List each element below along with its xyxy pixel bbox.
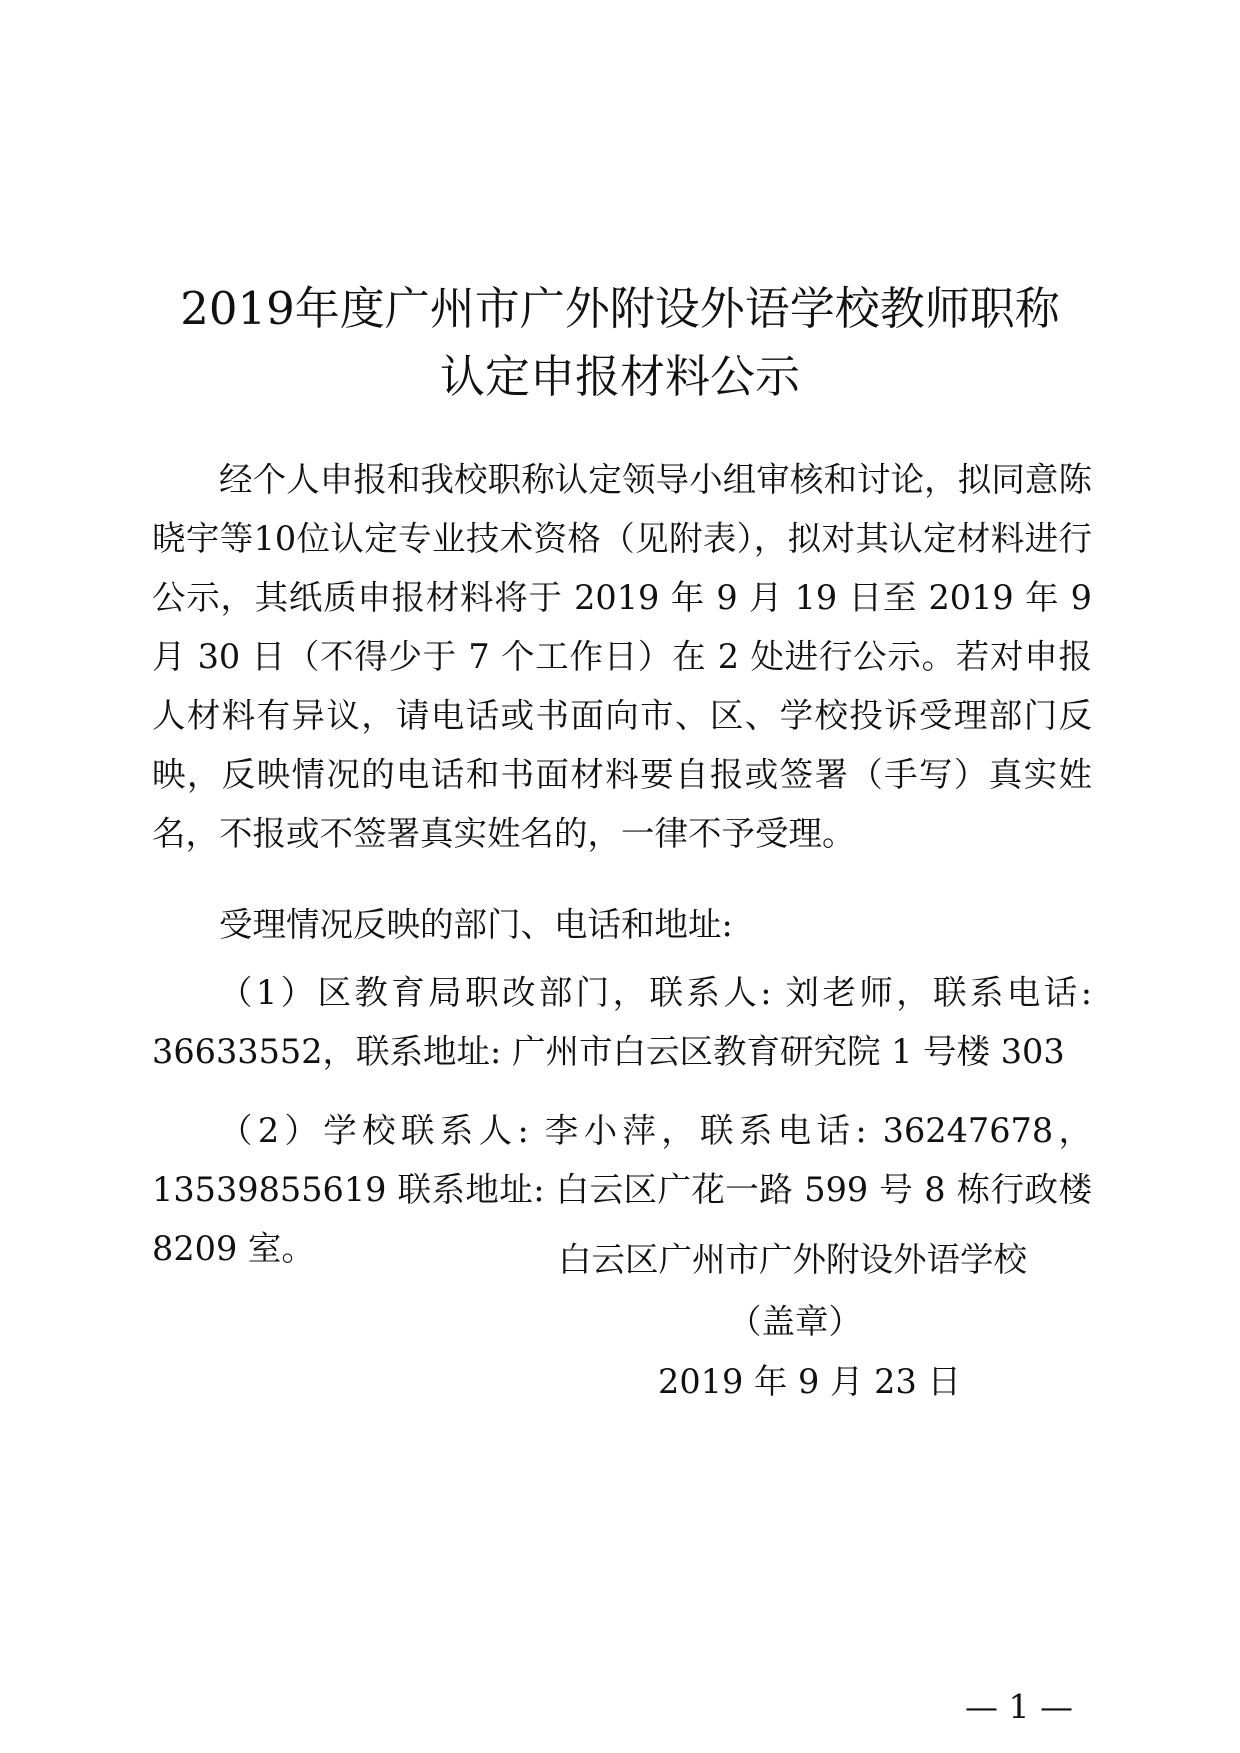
signature-seal: （盖章） bbox=[728, 1302, 862, 1341]
contact-item-1: （1）区教育局职改部门，联系人: 刘老师，联系电话: 36633552，联系地址: 广州市白云区教育研究院 1 号楼 303 bbox=[152, 973, 1092, 1071]
document-title-line-1: 2019年度广州市广外附设外语学校教师职称 bbox=[180, 282, 1060, 335]
signature-organization: 白云区广州市广外附设外语学校 bbox=[558, 1240, 1027, 1279]
document-title-line-2: 认定申报材料公示 bbox=[439, 350, 800, 403]
contacts-intro: 受理情况反映的部门、电话和地址: bbox=[219, 905, 733, 944]
page-number: — 1 — bbox=[965, 1687, 1073, 1726]
main-paragraph: 经个人申报和我校职称认定领导小组审核和讨论，拟同意陈晓宇等10位认定专业技术资格（见附表），拟对其认定材料进行公示，其纸质申报材料将于 2019 年 9 月 19 日至 2019 年 9 月 30 日（不得少于 7 个工作日）在 2 处进行公示。若对申报人材料有异议，请电话或书面向市、区、学校投诉受理部门反映，反映情况的电话和书面材料要自报或签署（手写）真实姓名，不报或不签署真实姓名的，一律不予受理。 bbox=[152, 460, 1092, 853]
contact-item-2: （2）学校联系人: 李小萍，联系电话: 36247678，13539855619 联系地址: 白云区广花一路 599 号 8 栋行政楼 8209 室。 bbox=[152, 1111, 1092, 1268]
signature-date: 2019 年 9 月 23 日 bbox=[658, 1362, 961, 1401]
